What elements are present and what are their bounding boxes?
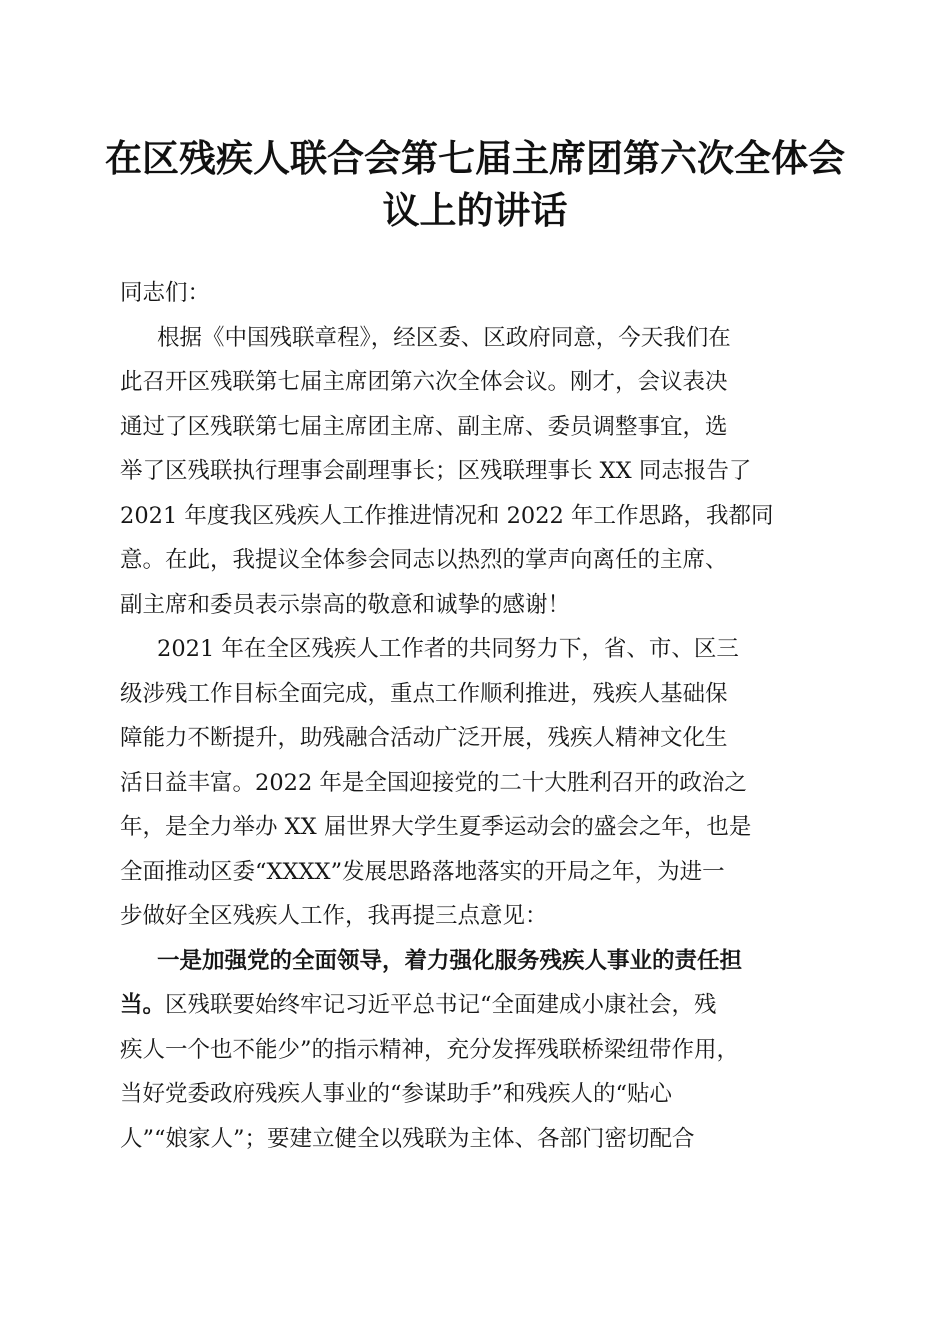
title-line-2: 议上的讲话 — [382, 188, 568, 232]
paragraph-2-line: 步做好全区残疾人工作，我再提三点意见： — [120, 903, 548, 929]
paragraph-1-line: 2021 年度我区残疾人工作推进情况和 2022 年工作思路，我都同 — [120, 502, 774, 529]
paragraph-3-heading: 一是加强党的全面领导，着力强化服务残疾人事业的责任担 — [157, 947, 743, 974]
paragraph-1-line: 通过了区残联第七届主席团主席、副主席、委员调整事宜，选 — [120, 413, 728, 440]
paragraph-2-line: 活日益丰富。2022 年是全国迎接党的二十大胜利召开的政治之 — [120, 769, 747, 796]
paragraph-2-line: 2021 年在全区残疾人工作者的共同努力下，省、市、区三 — [157, 636, 739, 662]
paragraph-1-line: 举了区残联执行理事会副理事长；区残联理事长 XX 同志报告了 — [120, 458, 752, 484]
paragraph-1-line: 副主席和委员表示崇高的敬意和诚挚的感谢！ — [120, 591, 571, 618]
paragraph-2-line: 障能力不断提升，助残融合活动广泛开展，残疾人精神文化生 — [120, 725, 728, 751]
paragraph-3-line: 当好党委政府残疾人事业的“参谋助手”和残疾人的“贴心 — [120, 1081, 673, 1107]
paragraph-1-line: 根据《中国残联章程》，经区委、区政府同意，今天我们在 — [157, 324, 731, 351]
paragraph-2-line: 全面推动区委“XXXX”发展思路落地落实的开局之年，为进一 — [120, 858, 725, 885]
salutation: 同志们： — [120, 280, 211, 306]
paragraph-3-heading-end: 当。 — [120, 992, 166, 1018]
title-line-1: 在区残疾人联合会第七届主席团第六次全体会 — [105, 136, 845, 180]
document-title — [100, 132, 850, 236]
paragraph-3-line: 疾人一个也不能少”的指示精神，充分发挥残联桥梁纽带作用， — [120, 1036, 740, 1063]
paragraph-1-line: 意。在此，我提议全体参会同志以热烈的掌声向离任的主席、 — [120, 547, 728, 573]
paragraph-1-line: 此召开区残联第七届主席团第六次全体会议。刚才，会议表决 — [120, 369, 728, 395]
paragraph-3-line — [120, 983, 840, 1028]
paragraph-3-line: 人”“娘家人”；要建立健全以残联为主体、各部门密切配合 — [120, 1125, 695, 1152]
paragraph-2-line: 年，是全力举办 XX 届世界大学生夏季运动会的盛会之年，也是 — [120, 814, 752, 840]
paragraph-3-line-rest: 区残联要始终牢记习近平总书记“全面建成小康社会，残 — [165, 992, 717, 1018]
document-body — [120, 271, 840, 1161]
paragraph-2-line: 级涉残工作目标全面完成，重点工作顺利推进，残疾人基础保 — [120, 680, 728, 707]
